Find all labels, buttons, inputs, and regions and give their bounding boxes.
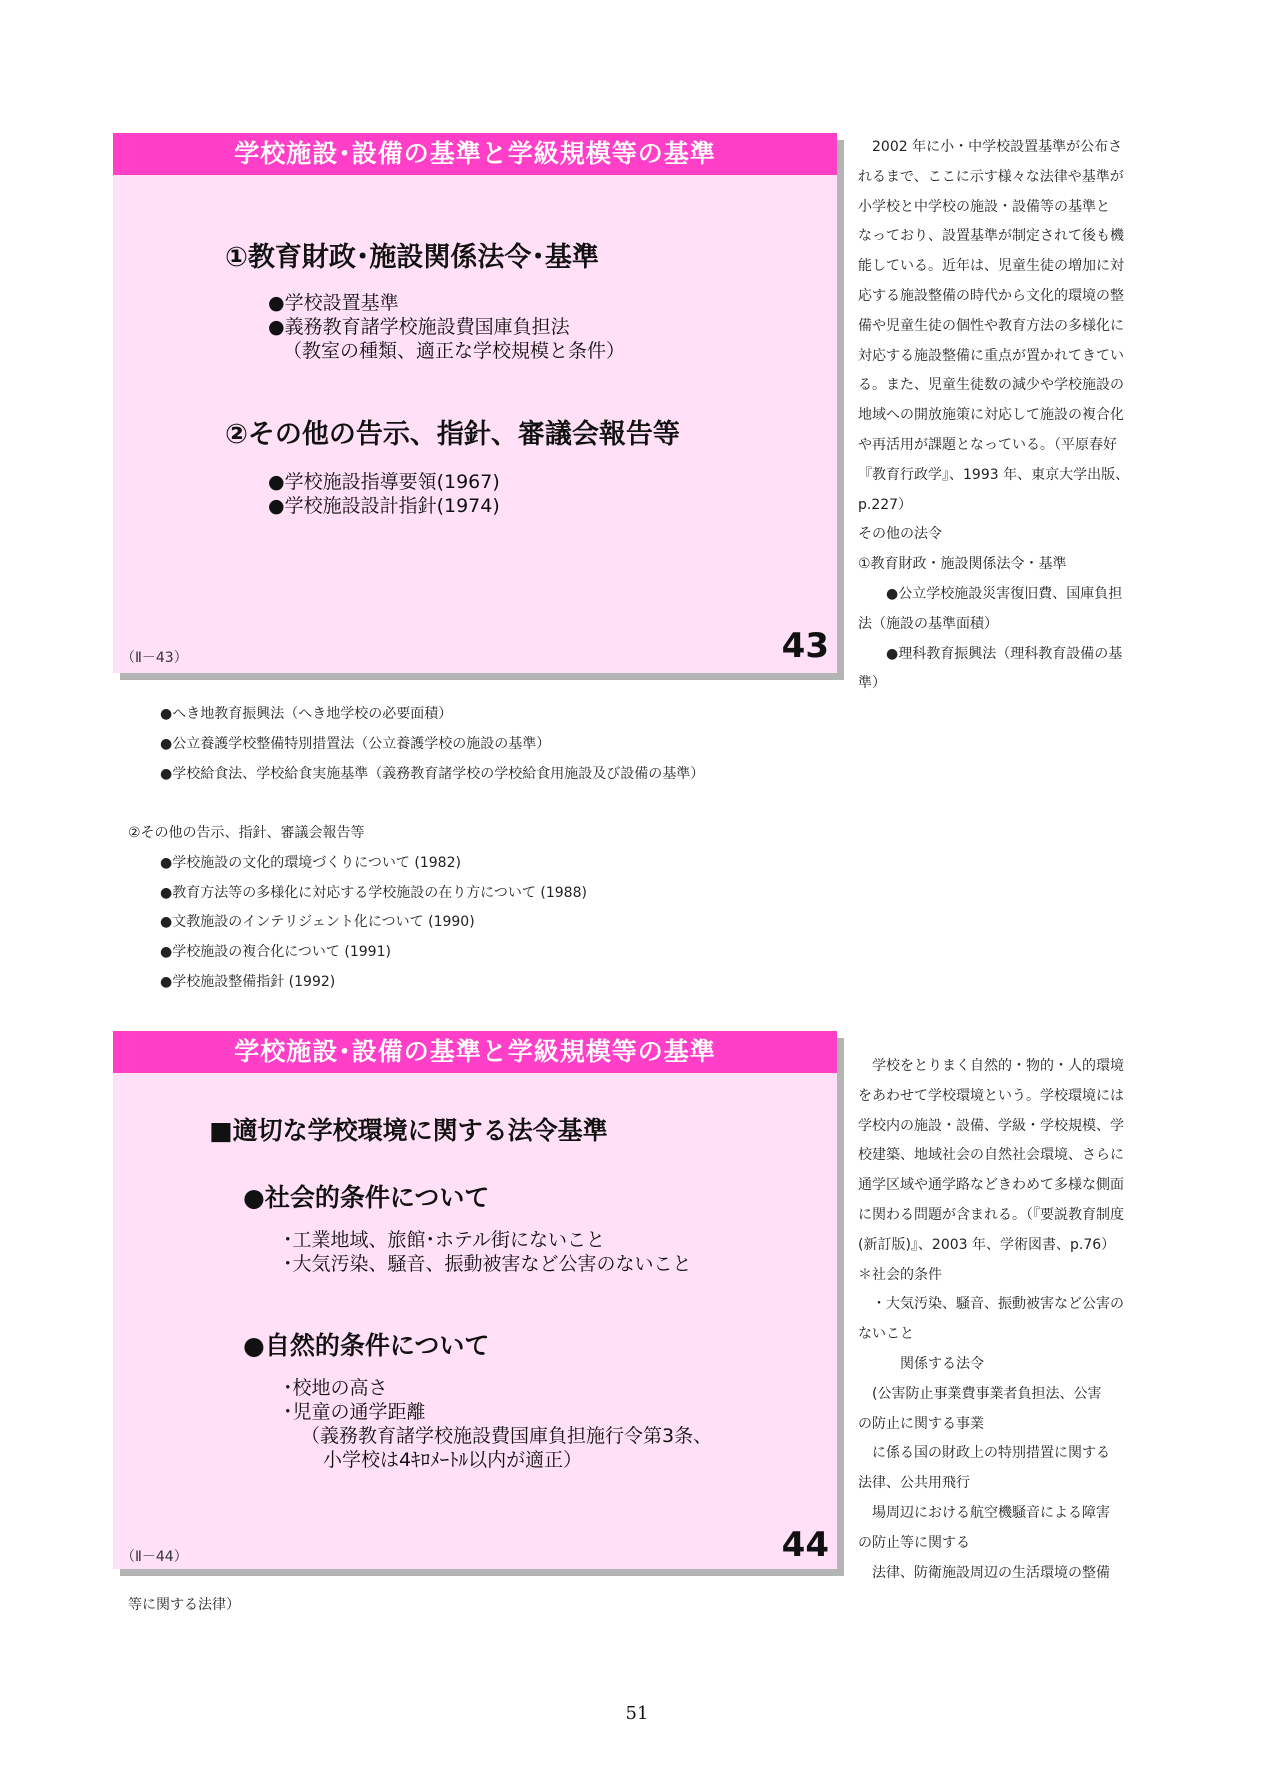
side-line: 通学区域や通学路などきわめて多様な側面 bbox=[858, 1177, 1124, 1194]
mid-heading: ②その他の告示、指針、審議会報告等 bbox=[128, 825, 365, 841]
side-line: 場周辺における航空機騒音による障害 bbox=[858, 1504, 1110, 1521]
side-line: に係る国の財政上の特別措置に関する bbox=[858, 1445, 1110, 1462]
slide-title: 学校施設･設備の基準と学級規模等の基準 bbox=[113, 133, 837, 175]
side-line: ●理科教育振興法（理科教育設備の基 bbox=[858, 645, 1123, 662]
side-line: 応する施設整備の時代から文化的環境の整 bbox=[858, 287, 1124, 304]
slide-bullet: ･児童の通学距離 bbox=[283, 1401, 426, 1423]
mid-list-item: ●公立養護学校整備特別措置法（公立養護学校の施設の基準） bbox=[160, 736, 551, 752]
side-line: 地域への開放施策に対応して施設の複合化 bbox=[858, 407, 1124, 424]
bottom-text: 等に関する法律） bbox=[128, 1597, 240, 1613]
slide-bullet: ●義務教育諸学校施設費国庫負担法 bbox=[268, 316, 570, 338]
side-commentary-1 bbox=[858, 133, 1152, 699]
mid-list-item: ●教育方法等の多様化に対応する学校施設の在り方について (1988) bbox=[160, 885, 587, 901]
side-line: 法（施設の基準面積） bbox=[858, 615, 998, 632]
mid-list-item: ●学校給食法、学校給食実施基準（義務教育諸学校の学校給食用施設及び設備の基準） bbox=[160, 766, 705, 782]
side-line: (新訂版)』、2003 年、学術図書、p.76） bbox=[858, 1236, 1116, 1253]
side-line: なっており、設置基準が制定されて後も機 bbox=[858, 228, 1124, 245]
slide-bullet: ●学校施設指導要領(1967) bbox=[268, 471, 500, 493]
slide-code: （Ⅱ－44） bbox=[121, 1549, 188, 1565]
slide-code: （Ⅱ－43） bbox=[121, 650, 188, 666]
side-line: 法律、公共用飛行 bbox=[858, 1475, 970, 1492]
side-line: をあわせて学校環境という。学校環境には bbox=[858, 1087, 1124, 1104]
side-line: その他の法令 bbox=[858, 526, 942, 543]
slide-bullet: ●学校設置基準 bbox=[268, 292, 399, 314]
slide-heading: ①教育財政･施設関係法令･基準 bbox=[225, 242, 599, 273]
side-line: p.227） bbox=[858, 496, 913, 513]
mid-list-item: ●へき地教育振興法（へき地学校の必要面積） bbox=[160, 706, 453, 722]
mid-list-item: ●学校施設の複合化について (1991) bbox=[160, 944, 391, 960]
side-line: 学校内の施設・設備、学級・学校規模、学 bbox=[858, 1117, 1124, 1134]
side-line: 学校をとりまく自然的・物的・人的環境 bbox=[858, 1058, 1124, 1074]
mid-list-item: ●学校施設整備指針 (1992) bbox=[160, 974, 336, 990]
side-line: に関わる問題が含まれる。（『要説教育制度 bbox=[858, 1206, 1124, 1223]
slide-subheading: ●社会的条件について bbox=[243, 1183, 490, 1212]
slide-heading: ■適切な学校環境に関する法令基準 bbox=[209, 1116, 608, 1145]
side-line: の防止に関する事業 bbox=[858, 1415, 984, 1432]
side-line: ・大気汚染、騒音、振動被害など公害の bbox=[858, 1296, 1124, 1313]
side-line: や再活用が課題となっている。（平原春好 bbox=[858, 436, 1117, 453]
side-line: 能している。近年は、児童生徒の増加に対 bbox=[858, 258, 1124, 275]
side-line: 2002 年に小・中学校設置基準が公布さ bbox=[858, 139, 1123, 155]
side-line: 小学校と中学校の施設・設備等の基準と bbox=[858, 198, 1110, 215]
slide-bullet: ･工業地域、旅館･ホテル街にないこと bbox=[283, 1229, 606, 1251]
side-line: 関係する法令 bbox=[858, 1355, 984, 1372]
mid-list-item: ●学校施設の文化的環境づくりについて (1982) bbox=[160, 855, 461, 871]
slide-number: 43 bbox=[781, 626, 829, 666]
slide-bullet-note: （義務教育諸学校施設費国庫負担施行令第3条、 bbox=[301, 1425, 713, 1447]
side-line: れるまで、ここに示す様々な法律や基準が bbox=[858, 168, 1124, 185]
side-line: 法律、防衛施設周辺の生活環境の整備 bbox=[858, 1564, 1110, 1581]
slide-title: 学校施設･設備の基準と学級規模等の基準 bbox=[113, 1031, 837, 1073]
side-line: 校建築、地域社会の自然社会環境、さらに bbox=[858, 1147, 1124, 1164]
side-line: ないこと bbox=[858, 1326, 914, 1343]
side-line: 『教育行政学』、1993 年、東京大学出版、 bbox=[858, 466, 1130, 483]
side-line: 備や児童生徒の個性や教育方法の多様化に bbox=[858, 317, 1124, 334]
side-line: 対応する施設整備に重点が置かれてきてい bbox=[858, 347, 1124, 364]
slide-43 bbox=[113, 133, 837, 673]
side-line: 準） bbox=[858, 675, 886, 692]
side-commentary-2 bbox=[858, 1052, 1152, 1588]
slide-bullet-note: 小学校は4ｷﾛﾒｰﾄﾙ以内が適正） bbox=[323, 1449, 583, 1471]
mid-list-item: ●文教施設のインテリジェント化について (1990) bbox=[160, 914, 475, 930]
slide-subheading: ●自然的条件について bbox=[243, 1331, 490, 1360]
slide-bullet-note: （教室の種類、適正な学校規模と条件） bbox=[283, 340, 626, 362]
slide-heading: ②その他の告示、指針、審議会報告等 bbox=[225, 419, 680, 450]
slide-bullet: ･大気汚染、騒音、振動被害など公害のないこと bbox=[283, 1253, 692, 1275]
side-line: ＊社会的条件 bbox=[858, 1266, 942, 1283]
slide-bullet: ･校地の高さ bbox=[283, 1377, 388, 1399]
slide-number: 44 bbox=[781, 1525, 829, 1565]
slide-44 bbox=[113, 1031, 837, 1569]
side-line: ●公立学校施設災害復旧費、国庫負担 bbox=[858, 585, 1123, 602]
side-line: (公害防止事業費事業者負担法、公害 bbox=[858, 1385, 1102, 1402]
slide-bullet: ●学校施設設計指針(1974) bbox=[268, 495, 500, 517]
side-line: る。また、児童生徒数の減少や学校施設の bbox=[858, 377, 1124, 394]
side-line: ①教育財政・施設関係法令・基準 bbox=[858, 556, 1067, 573]
page-number: 51 bbox=[625, 1703, 649, 1724]
side-line: の防止等に関する bbox=[858, 1534, 970, 1551]
